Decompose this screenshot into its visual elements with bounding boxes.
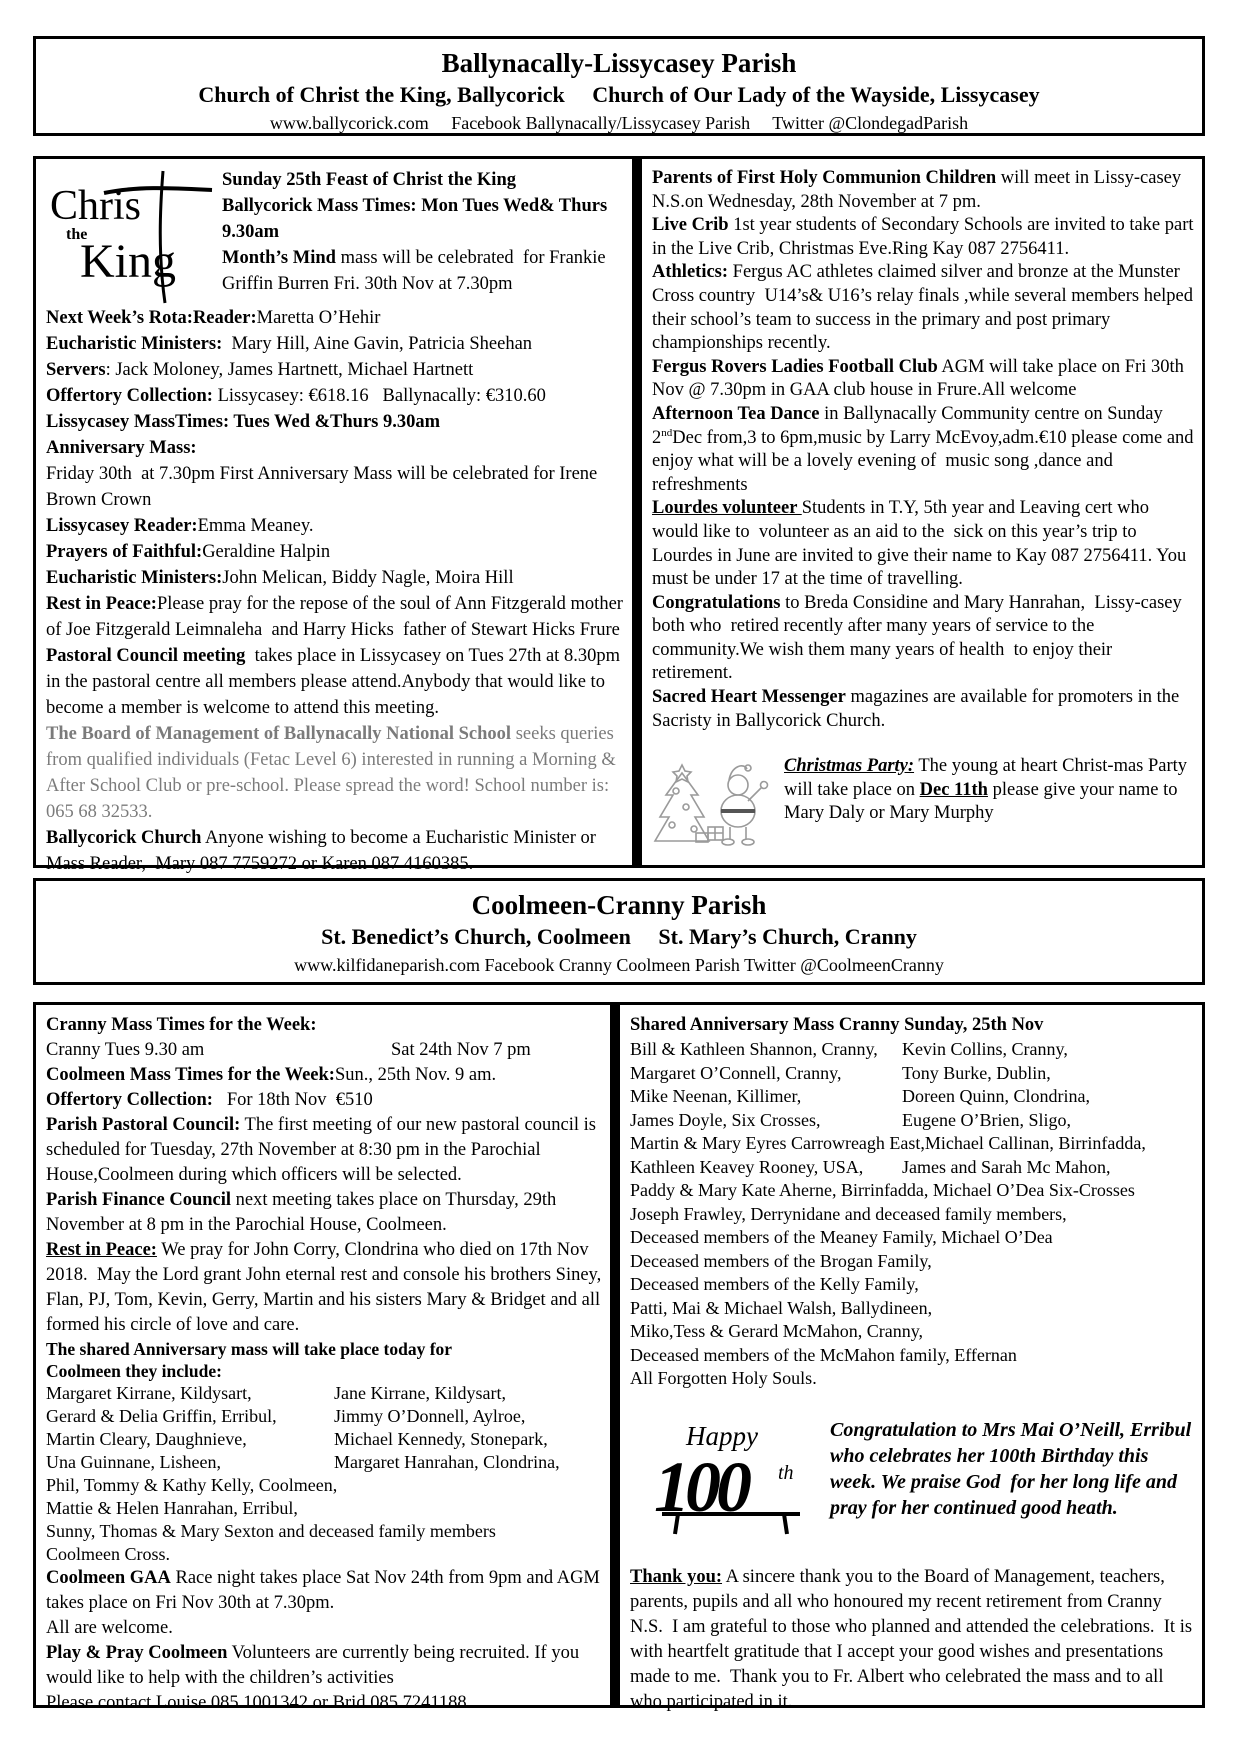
reader-text: Emma Meaney. (197, 516, 314, 536)
name-row (630, 1156, 1194, 1180)
name-row (630, 1273, 1194, 1297)
name-entry: Patti, Mai & Michael Walsh, Ballydineen, (630, 1297, 933, 1318)
thank-you-para (630, 1565, 1197, 1715)
name-entry: Kathleen Keavey Rooney, USA, (630, 1156, 864, 1177)
parents-text: will meet in Lissy-casey N.S.on Wednesday, 28th November at 7 pm. (652, 168, 1191, 212)
name-row (630, 1344, 1194, 1368)
coolmeen-mass-label: Coolmeen Mass Times for the Week: (46, 1065, 335, 1085)
athletics-text: Fergus AC athletes claimed silver and bronze at the Munster Cross country U14’s& U16’s relay finals ,while several members helped their school’s team to success in the primary and post primary championships recently. (652, 262, 1198, 354)
ballynacally-churches: Church of Christ the King, Ballycorick Church of Our Lady of the Wayside, Lissycasey (198, 82, 1040, 107)
name-entry: Margaret O’Connell, Cranny, (630, 1062, 842, 1083)
christ-the-king-logo-art (46, 169, 214, 305)
parents-communion-line (652, 167, 1194, 214)
coolmeen-column (33, 1002, 614, 1713)
logo-row (46, 167, 624, 305)
offertory-text: Lissycasey: €618.16 Ballynacally: €310.60 (212, 386, 546, 406)
name-entry: James and Sarah Mc Mahon, (902, 1156, 1111, 1177)
name-row (46, 1497, 602, 1520)
pastoral-council-line (46, 643, 624, 721)
name-row (630, 1320, 1194, 1344)
name-entry: James Doyle, Six Crosses, (630, 1109, 821, 1130)
name-entry: Eugene O’Brien, Sligo, (902, 1109, 1071, 1130)
christmas-party-date: Dec 11th (919, 779, 988, 800)
thank-you-text: A sincere thank you to the Board of Management, teachers, parents, pupils and all who honoured my recent retirement from Cranny N.S. I am grateful to those who planned and attended the celebrations. It is with heartfelt gratitude that I accept your good wishes and presentations made to me. Thank you to Fr. Albert who celebrated the mass and to all who participated in it. (630, 1566, 1197, 1712)
coolmeen-header (33, 878, 1205, 985)
rota-label: Next Week’s Rota:Reader: (46, 308, 257, 328)
name-entry: Jane Kirrane, Kildysart, (334, 1383, 506, 1403)
board-label: The Board of Management of Ballynacally National School (46, 724, 512, 744)
coolmeen-mass-text: Sun., 25th Nov. 9 am. (334, 1065, 497, 1085)
ballycorick-column (33, 156, 636, 874)
servers-line (46, 357, 624, 383)
lourdes-text: Students in T.Y, 5th year and Leaving cert who would like to volunteer as an aid to the sick on this year’s trip to Lourdes in June are invited to give their name to Kay 087 2756411. You must be under 17 at the time of travelling. (652, 498, 1191, 590)
christmas-party-pre: The young at heart Christ-mas Party will take place on (784, 756, 1192, 800)
christmas-tree-santa-icon (652, 755, 780, 863)
board-text: seeks queries from qualified individuals (Fetac Level 6) interested in running a Morning & After School Club or pre-school. Please spread the word! School number is: 065 68 32533. (46, 724, 620, 822)
pfc-text: next meeting takes place on Thursday, 29th November at 8 pm in the Parochial House, Coolmeen. (46, 1190, 561, 1235)
happy-word: Happy (686, 1420, 758, 1451)
congratulations-text: to Breda Considine and Mary Hanrahan, Lissy-casey both who retired recently after many years of service to the community.We wish them many years of health to enjoy their retirement. (652, 592, 1187, 684)
name-entry: Deceased members of the Brogan Family, (630, 1250, 932, 1271)
christmas-party-text (780, 755, 1194, 826)
lissycasey-news-column (636, 156, 1205, 868)
name-entry: Margaret Kirrane, Kildysart, (46, 1383, 252, 1403)
name-row (630, 1297, 1194, 1321)
offertory2-text: For 18th Nov €510 (212, 1090, 373, 1110)
fergus-rovers-line (652, 356, 1194, 403)
name-row (630, 1085, 1194, 1109)
cranny-saturday-time: Sat 24th Nov 7 pm (391, 1040, 531, 1060)
months-mind-label: Month’s Mind (222, 248, 336, 268)
eucharistic2-label: Eucharistic Ministers: (46, 568, 223, 588)
name-row (46, 1405, 602, 1428)
coolmeen-churches: St. Benedict’s Church, Coolmeen St. Mary’s Church, Cranny (321, 924, 917, 949)
servers-label: Servers (46, 360, 106, 380)
offertory-line (46, 383, 624, 409)
gaa-label: Coolmeen GAA (46, 1568, 171, 1588)
finance-council-para (46, 1188, 602, 1238)
name-entry: Gerard & Delia Griffin, Erribul, (46, 1406, 277, 1426)
thank-you-label: Thank you: (630, 1566, 723, 1587)
play-pray-contact-line: Please contact Louise 085 1001342 or Brid 085 7241188. (46, 1693, 472, 1713)
name-row (630, 1062, 1194, 1086)
rota-line (46, 305, 624, 331)
name-entry: Deceased members of the Meaney Family, Michael O’Dea (630, 1227, 1053, 1247)
name-row (46, 1382, 602, 1405)
name-entry: Michael Callinan, Birrinfadda, (924, 1133, 1146, 1153)
fergus-text: AGM will take place on Fri 30th Nov @ 7.30pm in GAA club house in Frure.All welcome (652, 356, 1189, 401)
pastoral-council-para (46, 1113, 602, 1188)
parents-label: Parents of First Holy Communion Children (652, 168, 997, 188)
anniversary-mass-label: Anniversary Mass: (46, 438, 197, 458)
happy-100th-icon (630, 1417, 830, 1543)
th-suffix: th (778, 1461, 794, 1484)
christ-the-king-logo (46, 169, 214, 305)
name-row (46, 1428, 602, 1451)
christmas-party-block (652, 755, 1194, 863)
rip2-text: We pray for John Corry, Clondrina who died on 17th Nov 2018. May the Lord grant John eternal rest and console his brothers Siney, Flan, PJ, Tom, Kevin, Gerry, Martin and his sisters Mary & Bridget and all formed his circle of love and care. (46, 1240, 606, 1335)
name-entry: All Forgotten Holy Souls. (630, 1368, 817, 1388)
cranny-mass-times-label: Cranny Mass Times for the Week: (46, 1015, 317, 1035)
sacred-heart-line (652, 686, 1194, 733)
cranny-tuesday-time: Cranny Tues 9.30 am (46, 1040, 205, 1060)
ppc-label: Parish Pastoral Council: (46, 1115, 241, 1135)
name-entry: Paddy & Mary Kate Aherne, Birrinfadda, Michael O’Dea Six-Crosses (630, 1180, 1135, 1200)
congratulations-label: Congratulations (652, 592, 781, 613)
name-entry: Joseph Frawley, Derrynidane and deceased family members, (630, 1203, 1067, 1224)
pastoral-label: Pastoral Council meeting (46, 646, 246, 666)
name-entry: Jimmy O’Donnell, Aylroe, (334, 1406, 526, 1426)
eucharistic-ministers2-line (46, 565, 624, 591)
gaa-text: Race night takes place Sat Nov 24th from 9pm and AGM takes place on Fri Nov 30th at 7.30pm. (46, 1568, 605, 1613)
ppc-text: The first meeting of our new pastoral council is scheduled for Tuesday, 27th November at 8:30 pm in the Parochial House,Coolmeen during which officers will be selected. (46, 1115, 601, 1185)
name-row (630, 1038, 1194, 1062)
name-entry: Margaret Hanrahan, Clondrina, (334, 1452, 560, 1472)
live-crib-line (652, 214, 1199, 261)
name-row (46, 1520, 602, 1543)
name-entry: Martin Cleary, Daughnieve, (46, 1429, 247, 1449)
feast-line: Sunday 25th Feast of Christ the King (222, 170, 516, 190)
name-entry: Michael Kennedy, Stonepark, (334, 1429, 548, 1449)
ballynacally-contact: www.ballycorick.com Facebook Ballynacally/Lissycasey Parish Twitter @ClondegadParish (269, 113, 969, 133)
tea-dance-line (652, 403, 1199, 497)
name-entry: Mike Neenan, Killimer, (630, 1086, 802, 1106)
birthday-block (630, 1417, 1197, 1543)
ballycorick-church-label: Ballycorick Church (46, 828, 202, 848)
prayers-label: Prayers of Faithful: (46, 542, 203, 562)
name-entry: Bill & Kathleen Shannon, Cranny, (630, 1039, 878, 1059)
coolmeen-anniversary-names (46, 1382, 602, 1566)
live-crib-label: Live Crib (652, 215, 729, 236)
name-entry: Phil, Tommy & Kathy Kelly, Coolmeen, (46, 1475, 338, 1495)
name-row (630, 1367, 1194, 1391)
christmas-party-post: please give your name to Mary Daly or Mary Murphy (784, 779, 1183, 824)
pastoral-text: takes place in Lissycasey on Tues 27th at 8.30pm in the pastoral centre all members please attend.Anybody that would like to become a member is welcome to attend this meeting. (46, 646, 625, 718)
ballynacally-header (33, 36, 1205, 136)
fergus-label: Fergus Rovers Ladies Football Club (652, 356, 938, 377)
tea-dance-label: Afternoon Tea Dance (652, 403, 820, 424)
rest-in-peace-para (46, 1238, 606, 1338)
name-row (630, 1179, 1194, 1203)
cranny-anniversary-names (630, 1038, 1194, 1391)
coolmeen-mass-times-line (46, 1063, 602, 1088)
logo-word-chris: Chris (50, 183, 142, 229)
name-entry: Coolmeen Cross. (46, 1544, 170, 1564)
prayers-line (46, 539, 624, 565)
ballycorick-mass-times: Ballycorick Mass Times: Mon Tues Wed& Thurs 9.30am (222, 196, 612, 242)
lourdes-line (652, 497, 1194, 591)
birthday-congratulation-text: Congratulation to Mrs Mai O’Neill, Erribul who celebrates her 100th Birthday this week. We praise God for her long life and pray for her continued good heath. (830, 1418, 1197, 1519)
lourdes-label: Lourdes volunteer (652, 498, 802, 519)
name-entry: Martin & Mary Eyres Carrowreagh East, (630, 1133, 925, 1153)
coolmeen-contact: www.kilfidaneparish.com Facebook Cranny Coolmeen Parish Twitter @CoolmeenCranny (294, 955, 944, 975)
ballycorick-church-line (46, 825, 624, 877)
offertory2-label: Offertory Collection: (46, 1090, 213, 1110)
sacred-heart-label: Sacred Heart Messenger (652, 687, 846, 708)
anniversary-mass-text: Friday 30th at 7.30pm First Anniversary Mass will be celebrated for Irene Brown Crown (46, 464, 602, 510)
lissycasey-reader-line (46, 513, 624, 539)
name-row (46, 1543, 602, 1566)
name-entry: Miko,Tess & Gerard McMahon, Cranny, (630, 1321, 924, 1341)
christmas-party-label: Christmas Party: (784, 756, 915, 777)
rip-text: Please pray for the repose of the soul of Ann Fitzgerald mother of Joe Fitzgerald Leimnaleha and Harry Hicks father of Stewart Hicks Frure (46, 594, 628, 640)
rip2-label: Rest in Peace: (46, 1240, 157, 1260)
name-entry: Mattie & Helen Hanrahan, Erribul, (46, 1498, 298, 1518)
eucharistic-text: Mary Hill, Aine Gavin, Patricia Sheehan (222, 334, 533, 354)
all-welcome-line: All are welcome. (46, 1618, 173, 1638)
name-entry: Deceased members of the Kelly Family, (630, 1274, 919, 1294)
name-row (630, 1250, 1194, 1274)
rip-label: Rest in Peace: (46, 594, 157, 614)
name-entry: Sunny, Thomas & Mary Sexton and deceased family members (46, 1521, 496, 1541)
board-of-management-notice (46, 721, 624, 825)
athletics-label: Athletics: (652, 262, 729, 283)
coolmeen-gaa-line (46, 1566, 605, 1616)
eucharistic2-text: John Melican, Biddy Nagle, Moira Hill (222, 568, 514, 588)
name-row (46, 1451, 602, 1474)
lissycasey-mass-times: Lissycasey MassTimes: Tues Wed &Thurs 9.30am (46, 412, 441, 432)
ballycorick-church-text: Anyone wishing to become a Eucharistic Minister or Mass Reader, Mary 087 7759272 or Karen 087 4160385. (46, 828, 601, 874)
eucharistic-ministers-line (46, 331, 624, 357)
logo-word-the: the (66, 226, 88, 243)
eucharistic-label: Eucharistic Ministers: (46, 334, 223, 354)
cranny-times-line (46, 1038, 602, 1063)
shared-anniversary-line1: The shared Anniversary mass will take place today for (46, 1339, 453, 1359)
offertory-label: Offertory Collection: (46, 386, 213, 406)
rota-text: Maretta O’Hehir (256, 308, 381, 328)
pfc-label: Parish Finance Council (46, 1190, 232, 1210)
offertory-collection-line (46, 1088, 602, 1113)
name-row (630, 1132, 1194, 1156)
name-row (630, 1109, 1194, 1133)
servers-text: : Jack Moloney, James Hartnett, Michael Hartnett (105, 360, 474, 380)
logo-word-king: King (80, 235, 176, 288)
tea-dance-ordinal: nd (661, 426, 673, 439)
name-entry: Tony Burke, Dublin, (902, 1062, 1051, 1083)
name-entry: Kevin Collins, Cranny, (902, 1039, 1068, 1059)
athletics-line (652, 261, 1198, 355)
tea-dance-pre: in Ballynacally Community centre on Sunday 2 (652, 403, 1168, 448)
rest-in-peace-line (46, 591, 628, 643)
cranny-column (614, 1002, 1205, 1712)
tea-dance-post: Dec from,3 to 6pm,music by Larry McEvoy,adm.€10 please come and enjoy what will be a lovely evening of music song ,dance and refreshments (652, 427, 1199, 495)
months-mind-text: mass will be celebrated for Frankie Griffin Burren Fri. 30th Nov at 7.30pm (222, 248, 611, 294)
shared-anniversary-heading: Shared Anniversary Mass Cranny Sunday, 25th Nov (630, 1015, 1044, 1035)
play-pray-text: Volunteers are currently being recruited. If you would like to help with the children’s activities (46, 1643, 584, 1688)
name-row (46, 1474, 602, 1497)
hundred-number: 100 (654, 1446, 747, 1527)
shared-anniversary-line2: Coolmeen they include: (46, 1361, 222, 1381)
live-crib-text: 1st year students of Secondary Schools are invited to take part in the Live Crib, Christmas Eve.Ring Kay 087 2756411. (652, 215, 1199, 259)
coolmeen-title: Coolmeen-Cranny Parish (471, 890, 767, 920)
play-pray-label: Play & Pray Coolmeen (46, 1643, 228, 1663)
prayers-text: Geraldine Halpin (202, 542, 331, 562)
name-row (630, 1226, 1194, 1250)
play-pray-line (46, 1641, 602, 1691)
congratulations-line (652, 592, 1194, 686)
sacred-heart-text: magazines are available for promoters in the Sacristy in Ballycorick Church. (652, 687, 1184, 731)
name-entry: Deceased members of the McMahon family, Effernan (630, 1344, 1017, 1365)
reader-label: Lissycasey Reader: (46, 516, 198, 536)
name-entry: Doreen Quinn, Clondrina, (902, 1086, 1090, 1106)
ballynacally-title: Ballynacally-Lissycasey Parish (441, 48, 797, 78)
name-entry: Una Guinnane, Lisheen, (46, 1452, 221, 1472)
name-row (630, 1203, 1194, 1227)
